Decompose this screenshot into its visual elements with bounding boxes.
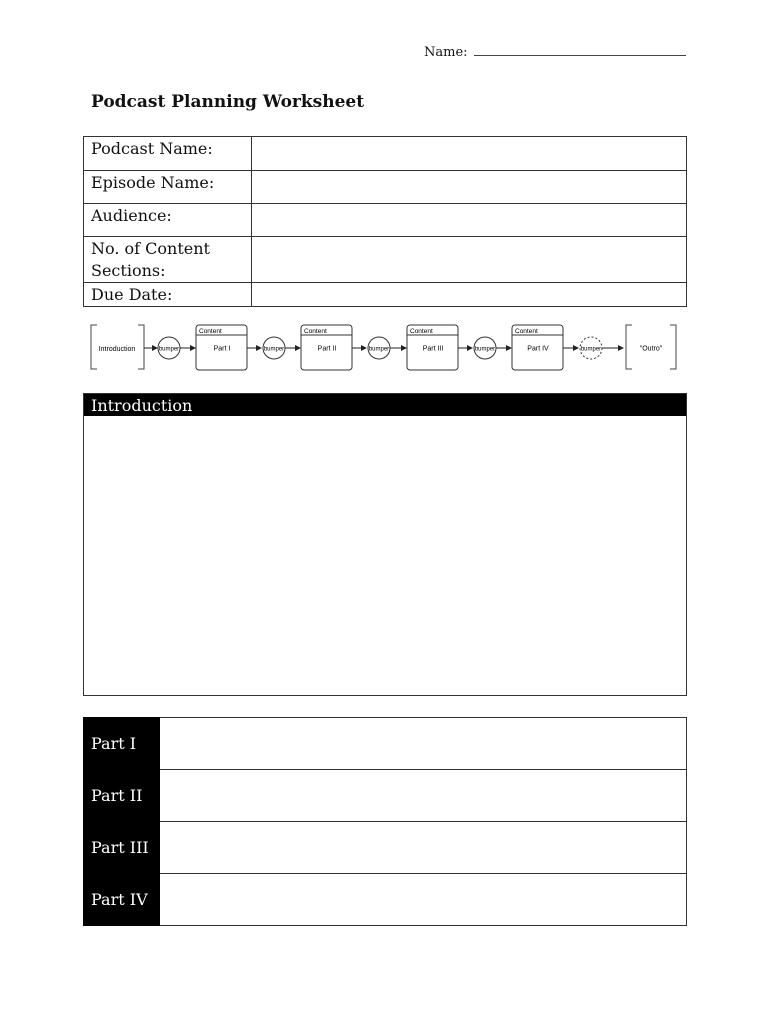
name-label: Name:: [424, 45, 468, 60]
part-row: [84, 874, 687, 926]
part-label: Part III: [84, 822, 160, 874]
content-tab-label: Content: [199, 328, 222, 335]
outro-bracket-right: [670, 325, 676, 369]
podcast-name-field[interactable]: [252, 137, 687, 171]
part-label: Part I: [84, 718, 160, 770]
audience-field[interactable]: [252, 204, 687, 237]
episode-name-input[interactable]: [252, 174, 686, 191]
name-blank[interactable]: [474, 45, 686, 56]
flow-intro-label: Introduction: [98, 346, 136, 353]
part-3-field[interactable]: [160, 822, 687, 874]
part-row: [84, 822, 687, 874]
part-2-input[interactable]: [160, 770, 686, 821]
info-row: [84, 137, 687, 171]
podcast-name-input[interactable]: [252, 140, 686, 157]
bumper-label: bumper: [580, 346, 602, 353]
intro-bracket-left: [91, 325, 97, 369]
due-date-input[interactable]: [252, 286, 686, 303]
introduction-heading: Introduction: [84, 394, 686, 416]
info-label: Audience:: [84, 204, 252, 237]
part-3-input[interactable]: [160, 822, 686, 873]
info-label: Episode Name:: [84, 171, 252, 204]
part-1-input[interactable]: [160, 718, 686, 769]
flow-part-label: Part I: [213, 345, 231, 353]
bumper-label: bumper: [474, 346, 496, 353]
info-label: Due Date:: [84, 283, 252, 307]
part-row: [84, 770, 687, 822]
bumper-label: bumper: [368, 346, 390, 353]
introduction-textarea[interactable]: [84, 416, 686, 694]
content-sections-field[interactable]: [252, 237, 687, 283]
page-title: Podcast Planning Worksheet: [91, 92, 365, 112]
flow-part-label: Part II: [317, 345, 337, 353]
outro-bracket-left: [626, 325, 632, 369]
name-field-row: [424, 45, 686, 60]
flow-outro-label: "Outro": [639, 345, 663, 353]
part-row: [84, 718, 687, 770]
info-row: [84, 283, 687, 307]
info-row: [84, 171, 687, 204]
info-row: [84, 204, 687, 237]
flow-part-label: Part III: [422, 345, 444, 353]
audience-input[interactable]: [252, 207, 686, 224]
content-tab-label: Content: [515, 328, 538, 335]
episode-name-field[interactable]: [252, 171, 687, 204]
due-date-field[interactable]: [252, 283, 687, 307]
info-label: No. of Content Sections:: [84, 237, 252, 283]
content-tab-label: Content: [304, 328, 327, 335]
part-label: Part II: [84, 770, 160, 822]
part-1-field[interactable]: [160, 718, 687, 770]
intro-bracket-right: [138, 325, 144, 369]
part-2-field[interactable]: [160, 770, 687, 822]
info-row: [84, 237, 687, 283]
episode-info-table: [83, 136, 687, 307]
flow-part-label: Part IV: [527, 345, 549, 353]
part-label: Part IV: [84, 874, 160, 926]
bumper-label: bumper: [263, 346, 285, 353]
info-label: Podcast Name:: [84, 137, 252, 171]
episode-flow-diagram: [88, 322, 688, 374]
part-4-field[interactable]: [160, 874, 687, 926]
introduction-section: [83, 393, 687, 696]
part-4-input[interactable]: [160, 874, 686, 925]
bumper-label: bumper: [158, 346, 180, 353]
parts-table: [83, 717, 687, 926]
content-tab-label: Content: [410, 328, 433, 335]
content-sections-input[interactable]: [252, 240, 686, 257]
